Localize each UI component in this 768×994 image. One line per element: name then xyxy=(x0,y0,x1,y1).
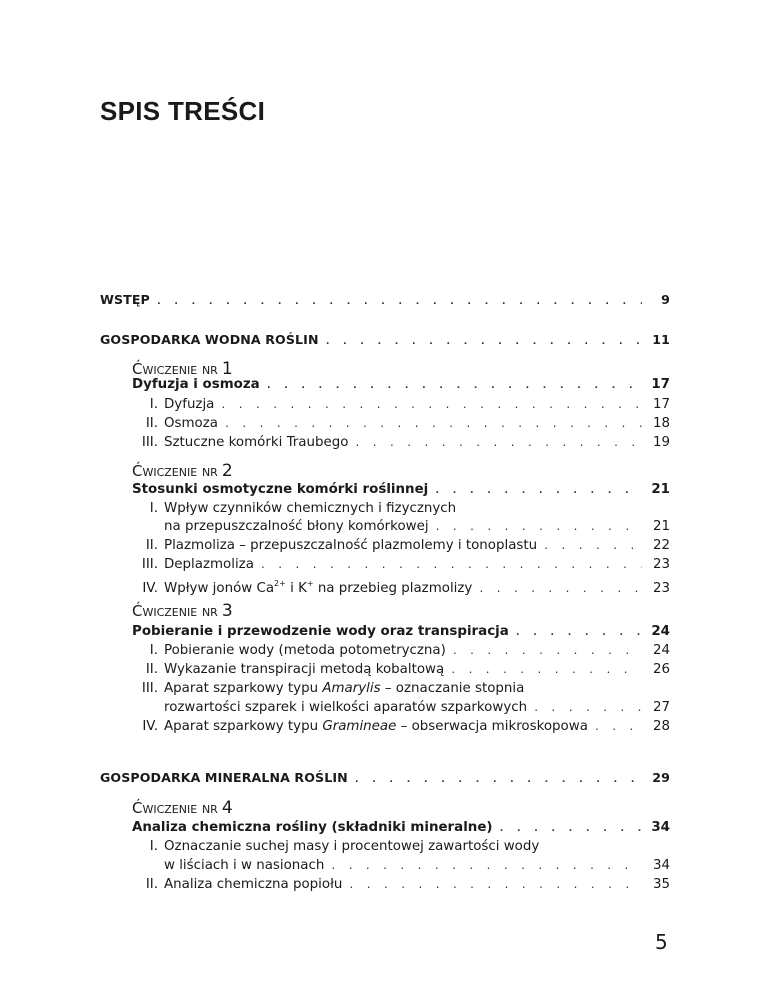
leader-dots xyxy=(499,819,642,839)
toc-entry-label: na przepuszczalność błony komórkowej xyxy=(164,519,429,534)
toc-entry-label: II. Osmoza xyxy=(145,416,218,431)
toc-entry-label: WSTĘP xyxy=(100,292,150,307)
roman-numeral: I. xyxy=(149,501,158,516)
leader-dots xyxy=(354,770,642,790)
toc-subentry-first-line[interactable] xyxy=(110,837,539,857)
toc-subentry-first-line[interactable]: III. Aparat szparkowy typu Amarylis – oznaczanie stopnia xyxy=(110,679,524,699)
toc-subentry[interactable] xyxy=(110,414,670,434)
leader-dots xyxy=(325,332,642,352)
leader-dots xyxy=(354,434,642,454)
exercise-heading-4 xyxy=(132,797,233,819)
toc-entry-label: GOSPODARKA WODNA ROŚLIN xyxy=(100,332,319,347)
page-title: SPIS TREŚCI xyxy=(100,96,266,126)
exercise-heading-2 xyxy=(132,460,233,482)
exercise-heading-text: Ćwiczenie nr xyxy=(132,462,218,480)
toc-entry-exercise-4[interactable] xyxy=(132,818,670,838)
toc-page-number: 19 xyxy=(652,435,670,450)
toc-subentry[interactable] xyxy=(110,641,670,661)
toc-entry-label: III. Deplazmoliza xyxy=(141,557,254,572)
toc-page-number: 24 xyxy=(651,624,670,639)
toc-page-number: 21 xyxy=(652,519,670,534)
exercise-heading-text: Ćwiczenie nr xyxy=(132,799,218,817)
toc-entry-label: Wpływ czynników chemicznych i fizycznych xyxy=(164,501,457,516)
toc-subentry[interactable] xyxy=(164,517,670,537)
toc-entry-wstep[interactable] xyxy=(100,290,670,310)
toc-entry-label: III. Sztuczne komórki Traubego xyxy=(141,435,349,450)
leader-dots xyxy=(594,718,642,738)
toc-entry-label: rozwartości szparek i wielkości aparatów szparkowych xyxy=(164,700,528,715)
toc-subentry[interactable] xyxy=(110,536,670,556)
toc-subentry[interactable] xyxy=(164,698,670,718)
toc-entry-label: II. Wykazanie transpiracji metodą kobaltową xyxy=(145,662,445,677)
toc-page-number: 17 xyxy=(652,397,670,412)
exercise-number: 1 xyxy=(221,359,233,379)
toc-page-number: 9 xyxy=(661,292,670,307)
toc-entry-gospodarka-wodna[interactable] xyxy=(100,330,670,350)
toc-entry-gospodarka-mineralna[interactable] xyxy=(100,768,670,788)
toc-subentry[interactable] xyxy=(110,395,670,415)
toc-page-number: 34 xyxy=(652,858,670,873)
leader-dots xyxy=(260,556,642,576)
toc-entry-label: IV. Wpływ jonów $Ca^{2+}$ i K+ na przebieg plazmolizy xyxy=(142,579,473,596)
leader-dots xyxy=(450,661,642,681)
toc-page-number: 23 xyxy=(652,557,670,572)
toc-entry-label: GOSPODARKA MINERALNA ROŚLIN xyxy=(100,770,348,785)
leader-dots xyxy=(330,857,642,877)
toc-subentry[interactable] xyxy=(110,433,670,453)
toc-subentry-first-line[interactable] xyxy=(110,499,456,519)
toc-entry-label: II. Plazmoliza – przepuszczalność plazmolemy i tonoplastu xyxy=(145,538,538,553)
exercise-heading-text: Ćwiczenie nr xyxy=(132,602,218,620)
toc-subentry[interactable] xyxy=(110,574,670,594)
toc-page-number: 18 xyxy=(652,416,670,431)
toc-entry-label: I. Dyfuzja xyxy=(149,397,215,412)
toc-page-number: 26 xyxy=(652,662,670,677)
exercise-heading-text: Ćwiczenie nr xyxy=(132,360,218,378)
toc-subentry[interactable] xyxy=(164,856,670,876)
toc-page-number: 21 xyxy=(651,482,670,497)
leader-dots xyxy=(266,376,642,396)
toc-page-number: 29 xyxy=(652,770,670,785)
toc-subentry[interactable] xyxy=(110,717,670,737)
toc-entry-label: I. Pobieranie wody (metoda potometryczna) xyxy=(149,643,446,658)
toc-entry-label: Analiza chemiczna rośliny (składniki mineralne) xyxy=(132,820,493,835)
toc-entry-label: w liściach i w nasionach xyxy=(164,858,325,873)
toc-page-number: 27 xyxy=(652,700,670,715)
exercise-number: 4 xyxy=(221,798,233,818)
leader-dots xyxy=(224,415,642,435)
toc-entry-exercise-1[interactable] xyxy=(132,375,670,395)
leader-dots xyxy=(434,481,642,501)
leader-dots xyxy=(156,292,642,312)
leader-dots xyxy=(220,396,642,416)
toc-entry-label: Pobieranie i przewodzenie wody oraz transpiracja xyxy=(132,624,509,639)
exercise-number: 2 xyxy=(221,461,233,481)
toc-entry-exercise-3[interactable] xyxy=(132,622,670,642)
exercise-heading-3 xyxy=(132,600,233,622)
exercise-number: 3 xyxy=(221,601,233,621)
toc-entry-exercise-2[interactable] xyxy=(132,480,670,500)
leader-dots xyxy=(478,580,642,600)
toc-subentry[interactable] xyxy=(110,660,670,680)
toc-page-number: 24 xyxy=(652,643,670,658)
roman-numeral: I. xyxy=(149,839,158,854)
leader-dots xyxy=(543,537,642,557)
roman-numeral: III. xyxy=(141,681,158,696)
toc-page-number: 23 xyxy=(652,581,670,596)
toc-entry-label: Oznaczanie suchej masy i procentowej zawartości wody xyxy=(164,839,540,854)
toc-subentry[interactable] xyxy=(110,555,670,575)
toc-page-number: 22 xyxy=(652,538,670,553)
toc-subentry[interactable] xyxy=(110,875,670,895)
toc-page-number: 34 xyxy=(651,820,670,835)
leader-dots xyxy=(533,699,642,719)
toc-page-number: 28 xyxy=(652,719,670,734)
toc-entry-label: Stosunki osmotyczne komórki roślinnej xyxy=(132,482,429,497)
toc-page-number: 11 xyxy=(652,332,670,347)
page-number: 5 xyxy=(655,930,668,954)
leader-dots xyxy=(515,623,642,643)
leader-dots xyxy=(348,876,642,896)
toc-entry-label: II. Analiza chemiczna popiołu xyxy=(145,877,343,892)
leader-dots xyxy=(452,642,642,662)
toc-page-number: 35 xyxy=(652,877,670,892)
toc-page-number: 17 xyxy=(651,377,670,392)
leader-dots xyxy=(435,518,642,538)
toc-entry-label: Dyfuzja i osmoza xyxy=(132,377,260,392)
toc-entry-label: IV. Aparat szparkowy typu Gramineae – obserwacja mikroskopowa xyxy=(142,719,588,734)
